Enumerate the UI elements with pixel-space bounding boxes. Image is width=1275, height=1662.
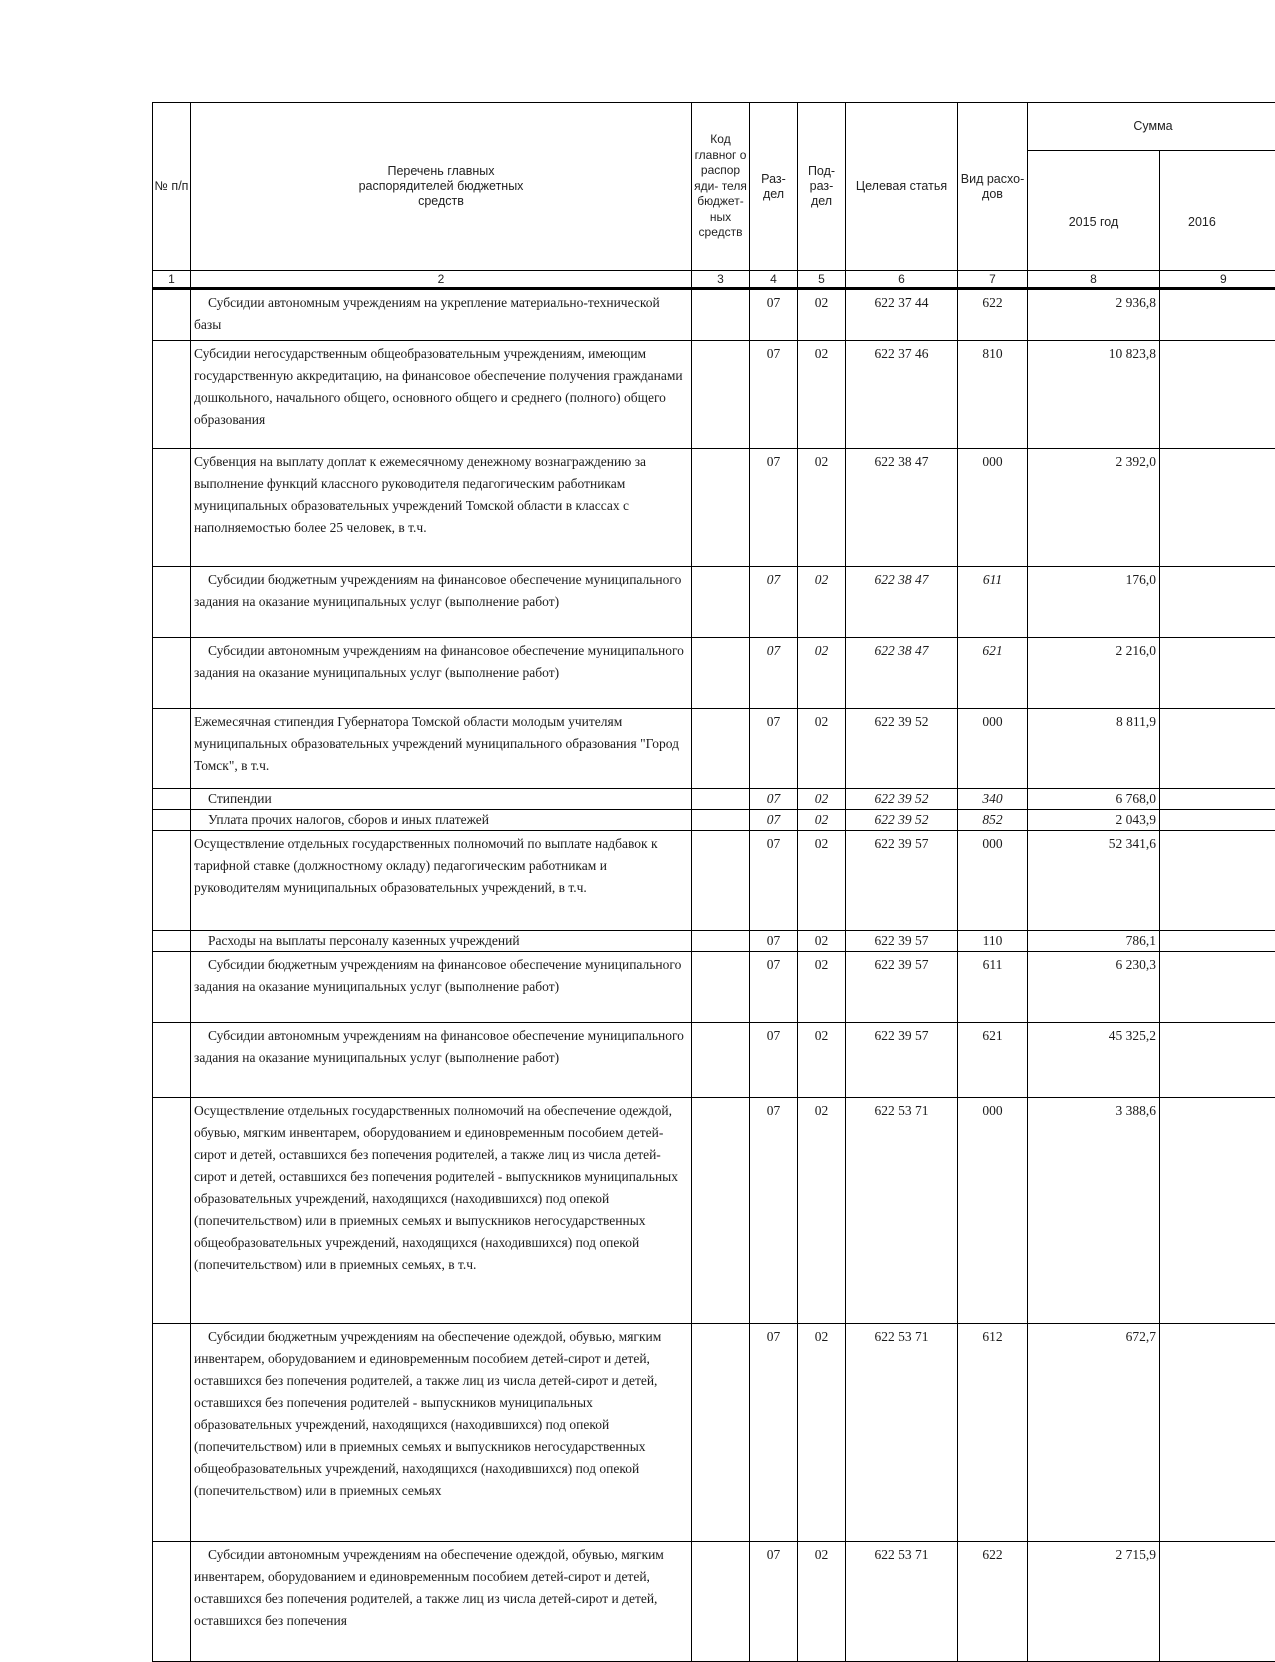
row-razdel: 07 [750, 709, 798, 789]
row-podrazdel: 02 [798, 1098, 846, 1324]
row-amount-2015: 6 768,0 [1028, 789, 1160, 810]
table-row [153, 1023, 1275, 1098]
header-year-2015: 2015 год [1028, 151, 1160, 271]
table-row [153, 1324, 1275, 1542]
row-name: Расходы на выплаты персоналу казенных учреждений [191, 931, 692, 952]
row-target: 622 38 47 [846, 567, 958, 638]
row-amount-2015: 8 811,9 [1028, 709, 1160, 789]
row-code-cell [692, 952, 750, 1023]
budget-table-sheet [152, 102, 1275, 1662]
row-amount-2016 [1160, 289, 1275, 341]
row-amount-2015: 672,7 [1028, 1324, 1160, 1542]
row-podrazdel: 02 [798, 1324, 846, 1542]
row-num-cell [153, 831, 191, 931]
row-target: 622 39 52 [846, 789, 958, 810]
row-target: 622 53 71 [846, 1542, 958, 1662]
row-razdel: 07 [750, 952, 798, 1023]
row-num-cell [153, 931, 191, 952]
row-razdel: 07 [750, 931, 798, 952]
table-row [153, 1542, 1275, 1662]
row-num-cell [153, 810, 191, 831]
row-amount-2016 [1160, 810, 1275, 831]
row-code-cell [692, 638, 750, 709]
column-numbers-row [153, 271, 1275, 289]
row-podrazdel: 02 [798, 289, 846, 341]
row-name: Субвенция на выплату доплат к ежемесячному денежному вознаграждению за выполнение функций классного руководителя педагогическим работникам муниципальных образовательных учреждений Томской области в классах с наполняемостью более 25 человек, в т.ч. [191, 449, 692, 567]
row-vid: 621 [958, 1023, 1028, 1098]
row-podrazdel: 02 [798, 1542, 846, 1662]
colnum-9-label: 9 [1160, 272, 1227, 286]
row-code-cell [692, 449, 750, 567]
row-num-cell [153, 289, 191, 341]
row-target: 622 39 57 [846, 952, 958, 1023]
row-podrazdel: 02 [798, 952, 846, 1023]
table-row [153, 638, 1275, 709]
table-row [153, 1098, 1275, 1324]
row-podrazdel: 02 [798, 567, 846, 638]
row-num-cell [153, 1023, 191, 1098]
row-podrazdel: 02 [798, 709, 846, 789]
colnum-4: 4 [750, 271, 798, 289]
header-code: Код главног о распор яди- теля бюджет- ных средств [692, 103, 750, 271]
row-target: 622 39 52 [846, 709, 958, 789]
row-name: Ежемесячная стипендия Губернатора Томской области молодым учителям муниципальных образовательных учреждений муниципального образования "Город Томск", в т.ч. [191, 709, 692, 789]
row-name: Субсидии автономным учреждениям на финансовое обеспечение муниципального задания на оказание муниципальных услуг (выполнение работ) [191, 638, 692, 709]
row-amount-2015: 52 341,6 [1028, 831, 1160, 931]
row-podrazdel: 02 [798, 449, 846, 567]
header-target: Целевая статья [846, 103, 958, 271]
row-name: Субсидии автономным учреждениям на финансовое обеспечение муниципального задания на оказание муниципальных услуг (выполнение работ) [191, 1023, 692, 1098]
row-code-cell [692, 1023, 750, 1098]
row-code-cell [692, 709, 750, 789]
row-num-cell [153, 1542, 191, 1662]
budget-table [152, 102, 1275, 1662]
row-target: 622 38 47 [846, 449, 958, 567]
row-name: Субсидии негосударственным общеобразовательным учреждениям, имеющим государственную аккредитацию, на финансовое обеспечение получения гражданами дошкольного, начального общего, основного общего и среднего (полного) общего образования [191, 341, 692, 449]
row-num-cell [153, 449, 191, 567]
row-code-cell [692, 1542, 750, 1662]
row-amount-2015: 2 715,9 [1028, 1542, 1160, 1662]
row-razdel: 07 [750, 831, 798, 931]
row-amount-2015: 10 823,8 [1028, 341, 1160, 449]
row-podrazdel: 02 [798, 789, 846, 810]
row-amount-2016 [1160, 567, 1275, 638]
row-target: 622 39 57 [846, 831, 958, 931]
table-row [153, 709, 1275, 789]
row-target: 622 39 52 [846, 810, 958, 831]
row-podrazdel: 02 [798, 638, 846, 709]
row-vid: 852 [958, 810, 1028, 831]
row-name: Субсидии автономным учреждениям на обеспечение одеждой, обувью, мягким инвентарем, оборудованием и единовременным пособием детей-сирот и детей, оставшихся без попечения родителей, а также лиц из числа детей-сирот и детей, оставшихся без попечения [191, 1542, 692, 1662]
row-name: Осуществление отдельных государственных полномочий по выплате надбавок к тарифной ставке (должностному окладу) педагогическим работникам и руководителям муниципальных образовательных учреждений, в т.ч. [191, 831, 692, 931]
row-code-cell [692, 931, 750, 952]
row-razdel: 07 [750, 449, 798, 567]
row-podrazdel: 02 [798, 341, 846, 449]
table-row [153, 449, 1275, 567]
row-code-cell [692, 289, 750, 341]
row-vid: 110 [958, 931, 1028, 952]
row-vid: 000 [958, 709, 1028, 789]
row-razdel: 07 [750, 789, 798, 810]
row-amount-2016 [1160, 789, 1275, 810]
row-num-cell [153, 952, 191, 1023]
row-name: Стипендии [191, 789, 692, 810]
row-amount-2015: 2 216,0 [1028, 638, 1160, 709]
header-vid: Вид расхо- дов [958, 103, 1028, 271]
row-vid: 000 [958, 1098, 1028, 1324]
colnum-2: 2 [191, 271, 692, 289]
row-vid: 810 [958, 341, 1028, 449]
row-amount-2015: 2 936,8 [1028, 289, 1160, 341]
row-amount-2016 [1160, 952, 1275, 1023]
row-razdel: 07 [750, 1098, 798, 1324]
row-target: 622 37 46 [846, 341, 958, 449]
row-vid: 611 [958, 952, 1028, 1023]
row-razdel: 07 [750, 341, 798, 449]
row-amount-2016 [1160, 449, 1275, 567]
row-name: Уплата прочих налогов, сборов и иных платежей [191, 810, 692, 831]
row-amount-2015: 3 388,6 [1028, 1098, 1160, 1324]
row-podrazdel: 02 [798, 931, 846, 952]
colnum-5: 5 [798, 271, 846, 289]
row-num-cell [153, 638, 191, 709]
header-podrazdel: Под- раз- дел [798, 103, 846, 271]
row-amount-2015: 176,0 [1028, 567, 1160, 638]
row-target: 622 37 44 [846, 289, 958, 341]
row-code-cell [692, 831, 750, 931]
row-amount-2015: 6 230,3 [1028, 952, 1160, 1023]
row-num-cell [153, 709, 191, 789]
table-row [153, 952, 1275, 1023]
colnum-6: 6 [846, 271, 958, 289]
row-name: Субсидии бюджетным учреждениям на финансовое обеспечение муниципального задания на оказание муниципальных услуг (выполнение работ) [191, 567, 692, 638]
row-num-cell [153, 1098, 191, 1324]
header-summa-label: Сумма [1028, 119, 1275, 134]
colnum-9 [1160, 271, 1275, 289]
row-amount-2016 [1160, 1023, 1275, 1098]
row-name: Субсидии автономным учреждениям на укрепление материально-технической базы [191, 289, 692, 341]
row-target: 622 39 57 [846, 1023, 958, 1098]
row-code-cell [692, 789, 750, 810]
row-podrazdel: 02 [798, 810, 846, 831]
row-vid: 340 [958, 789, 1028, 810]
row-target: 622 53 71 [846, 1324, 958, 1542]
row-razdel: 07 [750, 638, 798, 709]
row-code-cell [692, 341, 750, 449]
colnum-8: 8 [1028, 271, 1160, 289]
colnum-1: 1 [153, 271, 191, 289]
row-amount-2016 [1160, 1542, 1275, 1662]
table-row [153, 789, 1275, 810]
table-row [153, 810, 1275, 831]
row-razdel: 07 [750, 289, 798, 341]
row-code-cell [692, 810, 750, 831]
row-code-cell [692, 1324, 750, 1542]
row-target: 622 39 57 [846, 931, 958, 952]
table-row [153, 289, 1275, 341]
row-vid: 622 [958, 289, 1028, 341]
row-target: 622 53 71 [846, 1098, 958, 1324]
colnum-3: 3 [692, 271, 750, 289]
row-name: Субсидии бюджетным учреждениям на финансовое обеспечение муниципального задания на оказание муниципальных услуг (выполнение работ) [191, 952, 692, 1023]
row-vid: 000 [958, 449, 1028, 567]
header-razdel: Раз- дел [750, 103, 798, 271]
row-code-cell [692, 1098, 750, 1324]
row-vid: 000 [958, 831, 1028, 931]
row-vid: 612 [958, 1324, 1028, 1542]
row-vid: 622 [958, 1542, 1028, 1662]
colnum-7: 7 [958, 271, 1028, 289]
row-razdel: 07 [750, 567, 798, 638]
header-year-2016 [1160, 151, 1275, 271]
row-amount-2015: 2 392,0 [1028, 449, 1160, 567]
row-num-cell [153, 789, 191, 810]
row-podrazdel: 02 [798, 831, 846, 931]
row-num-cell [153, 1324, 191, 1542]
header-name: Перечень главных распорядителей бюджетных средств [191, 103, 692, 271]
row-amount-2015: 45 325,2 [1028, 1023, 1160, 1098]
table-row [153, 567, 1275, 638]
row-amount-2016 [1160, 341, 1275, 449]
row-name: Осуществление отдельных государственных полномочий на обеспечение одеждой, обувью, мягким инвентарем, оборудованием и единовременным пособием детей-сирот и детей, оставшихся без попечения родителей, а также лиц из числа детей-сирот и детей, оставшихся без попечения родителей - выпускников муниципальных образовательных учреждений, находящихся (находившихся) под опекой (попечительством) или в приемных семьях и выпускников негосударственных общеобразовательных учреждений, находящихся (находившихся) под опекой (попечительством) или в приемных семьях, в т.ч. [191, 1098, 692, 1324]
row-amount-2016 [1160, 1324, 1275, 1542]
table-row [153, 831, 1275, 931]
row-target: 622 38 47 [846, 638, 958, 709]
row-amount-2016 [1160, 1098, 1275, 1324]
row-podrazdel: 02 [798, 1023, 846, 1098]
row-razdel: 07 [750, 810, 798, 831]
row-amount-2015: 786,1 [1028, 931, 1160, 952]
row-num-cell [153, 567, 191, 638]
row-amount-2016 [1160, 931, 1275, 952]
row-vid: 611 [958, 567, 1028, 638]
row-num-cell [153, 341, 191, 449]
row-code-cell [692, 567, 750, 638]
row-razdel: 07 [750, 1324, 798, 1542]
row-amount-2016 [1160, 638, 1275, 709]
header-num: № п/п [153, 103, 191, 271]
row-amount-2015: 2 043,9 [1028, 810, 1160, 831]
row-amount-2016 [1160, 831, 1275, 931]
row-name: Субсидии бюджетным учреждениям на обеспечение одеждой, обувью, мягким инвентарем, оборудованием и единовременным пособием детей-сирот и детей, оставшихся без попечения родителей, а также лиц из числа детей-сирот и детей, оставшихся без попечения родителей - выпускников муниципальных образовательных учреждений, находящихся (находившихся) под опекой (попечительством) или в приемных семьях и выпускников негосударственных общеобразовательных учреждений, находящихся (находившихся) под опекой (попечительством) или в приемных семьях [191, 1324, 692, 1542]
table-row [153, 341, 1275, 449]
header-year-2016-label: 2016 [1160, 215, 1216, 229]
table-row [153, 931, 1275, 952]
row-amount-2016 [1160, 709, 1275, 789]
row-razdel: 07 [750, 1023, 798, 1098]
row-vid: 621 [958, 638, 1028, 709]
row-razdel: 07 [750, 1542, 798, 1662]
header-summa [1028, 103, 1275, 151]
